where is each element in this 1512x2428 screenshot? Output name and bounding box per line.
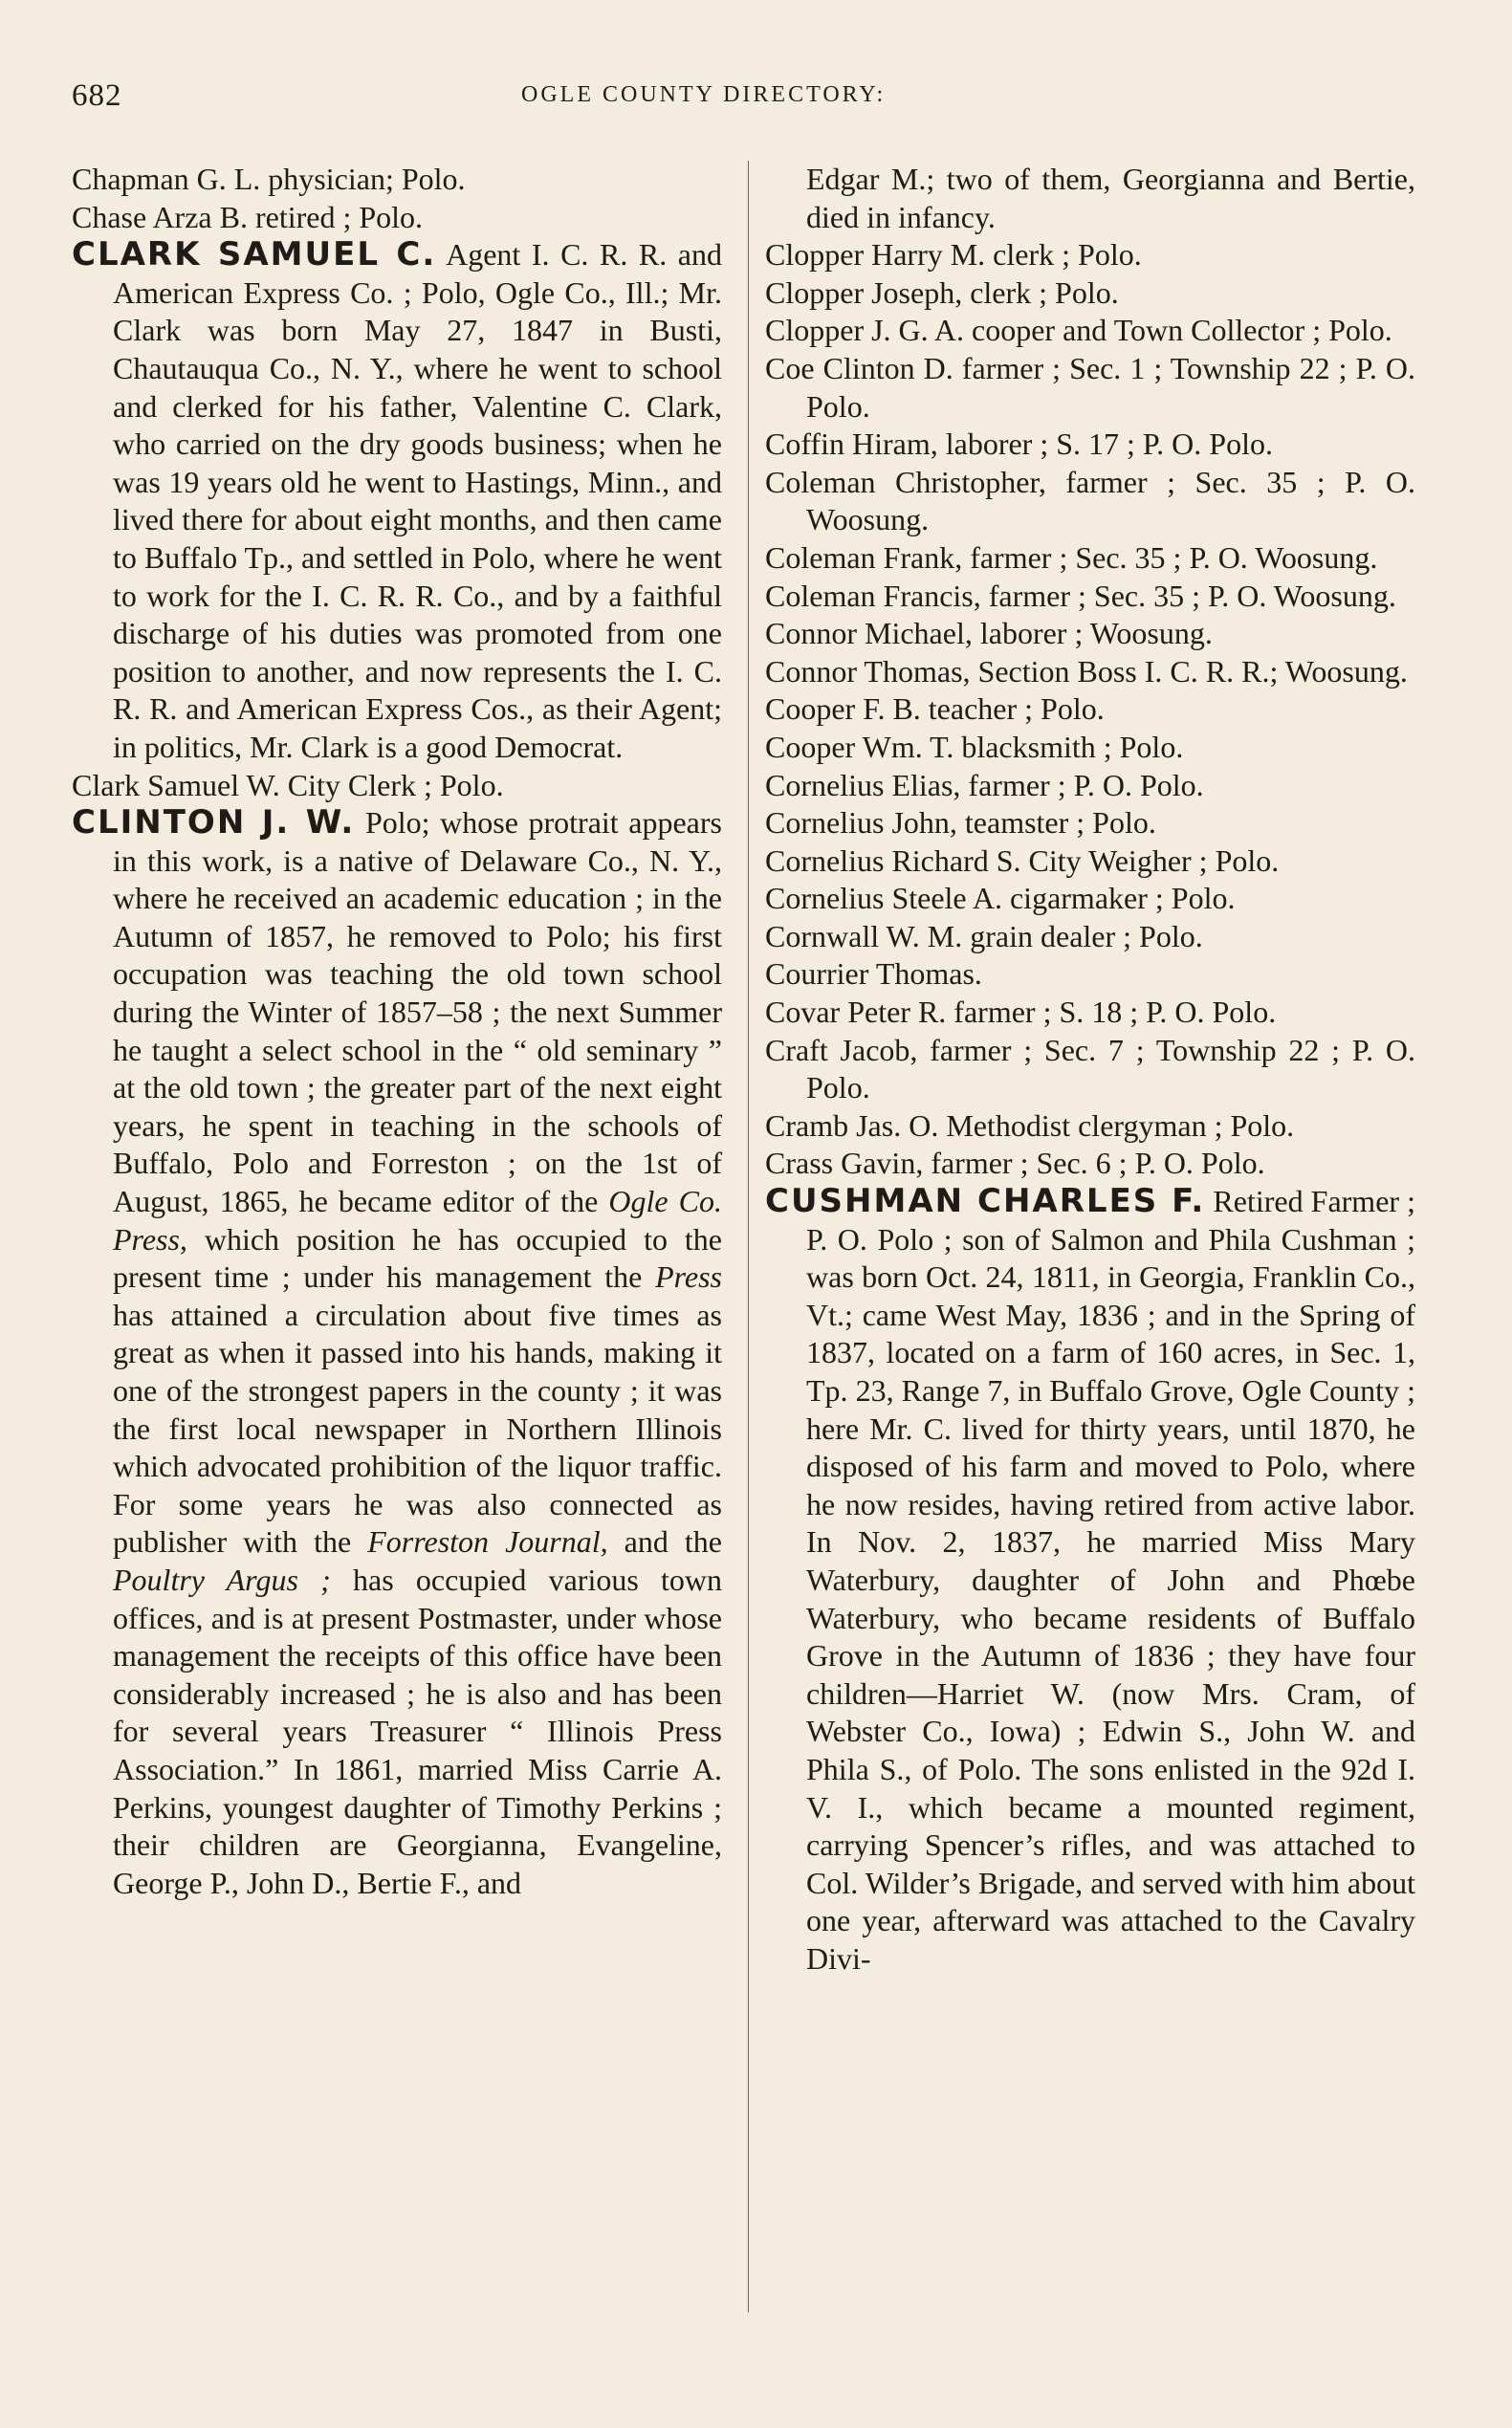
biography-text: which position he has occupied to the present time ; under his management the [113, 1221, 722, 1295]
directory-entry: Clopper Joseph, clerk ; Polo. [765, 274, 1119, 310]
directory-entry: Cooper Wm. T. blacksmith ; Polo. [765, 729, 1184, 764]
column-divider [748, 161, 749, 2312]
directory-entry: Coleman Frank, farmer ; Sec. 35 ; P. O. Woosung. [765, 539, 1378, 575]
directory-entry: Cornelius John, teamster ; Polo. [765, 805, 1156, 841]
page-number: 682 [72, 78, 122, 113]
biography-text: Agent I. C. R. R. and American Express Co. ; Polo, Ogle Co., Ill.; Mr. Clark was born May 27, 1847 in Busti, Chautauqua Co., N. Y., where he went to school and clerked for his father, Valentine C. Clark, who carried on the dry goods business; when he was 19 years old he went to Hastings, Minn., and lived there for about eight months, and then came to Buffalo Tp., and settled in Polo, where he went to work for the I. C. R. R. Co., and by a faithful discharge of his duties was promoted from one position to another, and now represents the I. C. R. R. and American Express Cos., as their Agent; in politics, Mr. Clark is a good Democrat. [113, 237, 723, 764]
directory-entry: Coleman Christopher, farmer ; Sec. 35 ; P. O. Woosung. [765, 464, 1415, 537]
directory-entry: Cramb Jas. O. Methodist clergyman ; Polo. [765, 1107, 1295, 1143]
directory-entry: Clopper J. G. A. cooper and Town Collector ; Polo. [765, 313, 1392, 348]
publication-title: Ogle Co. Press, [113, 1184, 723, 1257]
directory-entry: Cornelius Steele A. cigarmaker ; Polo. [765, 881, 1236, 916]
directory-entry: Cornwall W. M. grain dealer ; Polo. [765, 918, 1203, 953]
running-head: OGLE COUNTY DIRECTORY: [521, 82, 887, 107]
directory-entry: Coleman Francis, farmer ; Sec. 35 ; P. O. Woosung. [765, 578, 1396, 613]
directory-entry: Covar Peter R. farmer ; S. 18 ; P. O. Polo. [765, 995, 1277, 1030]
directory-entry: Chase Arza B. retired ; Polo. [72, 199, 424, 234]
biography-text: Polo; whose protrait appears in this work, is a native of Delaware Co., N. Y., where he received an academic education ; in the Autumn of 1857, he removed to Polo; his first occupation was teaching the old town school during the Winter of 1857–58 ; the next Summer he taught a select school in the “ old seminary ” at the old town ; the greater part of the next eight years, he spent in teaching in the schools of Buffalo, Polo and Forreston ; on the 1st of August, 1865, he became editor of the [113, 805, 722, 1219]
publication-title: Press [655, 1259, 722, 1295]
entry-name-heading: CLARK SAMUEL C. [72, 235, 437, 274]
right-column [765, 161, 1415, 1979]
entry-name-heading: CUSHMAN CHARLES F. [765, 1182, 1206, 1221]
entry-name-heading: CLINTON J. W. [72, 803, 356, 842]
publication-title: Forreston Journal, [367, 1524, 608, 1560]
page-header [72, 78, 1411, 126]
left-column [72, 161, 722, 1902]
biography-entry [72, 804, 722, 1902]
biography-text: and the [607, 1524, 723, 1560]
directory-entry: Cooper F. B. teacher ; Polo. [765, 691, 1105, 727]
directory-entry: Cornelius Elias, farmer ; P. O. Polo. [765, 767, 1204, 802]
biography-continuation: Edgar M.; two of them, Georgianna and Bertie, died in infancy. [806, 162, 1415, 234]
directory-entry: Coffin Hiram, laborer ; S. 17 ; P. O. Polo. [765, 427, 1273, 462]
directory-entry: Craft Jacob, farmer ; Sec. 7 ; Township 22 ; P. O. Polo. [765, 1032, 1415, 1105]
biography-text: has occupied various town offices, and is at present Postmaster, under whose management the receipts of this office have been considerably increased ; he is also and has been for several years Treasurer “ Illinois Press Association.” In 1861, married Miss Carrie A. Perkins, youngest daughter of Timothy Perkins ; their children are Georgianna, Evangeline, George P., John D., Bertie F., and [113, 1562, 722, 1900]
biography-entry [765, 1183, 1415, 1978]
biography-text: Retired Farmer ; P. O. Polo ; son of Salmon and Phila Cushman ; was born Oct. 24, 1811, in Georgia, Franklin Co., Vt.; came West May, 1836 ; and in the Spring of 1837, located on a farm of 160 acres, in Sec. 1, Tp. 23, Range 7, in Buffalo Grove, Ogle County ; here Mr. C. lived for thirty years, until 1870, he disposed of his farm and moved to Polo, where he now resides, having retired from active labor. In Nov. 2, 1837, he married Miss Mary Waterbury, daughter of John and Phœbe Waterbury, who became residents of Buffalo Grove in the Autumn of 1836 ; they have four children—Harriet W. (now Mrs. Cram, of Webster Co., Iowa) ; Edwin S., John W. and Phila S., of Polo. The sons enlisted in the 92d I. V. I., which became a mounted regiment, carrying Spencer’s rifles, and was attached to Col. Wilder’s Brigade, and served with him about one year, afterward was attached to the Cavalry Divi- [806, 1184, 1415, 1976]
directory-entry: Courrier Thomas. [765, 956, 982, 992]
biography-text: has attained a circulation about five times as great as when it passed into his hands, making it one of the strongest papers in the county ; it was the first local newspaper in Northern Illinois which advocated prohibition of the liquor traffic. For some years he was also connected as publisher with the [113, 1297, 722, 1560]
directory-entry: Crass Gavin, farmer ; Sec. 6 ; P. O. Polo. [765, 1146, 1265, 1181]
directory-entry: Clark Samuel W. City Clerk ; Polo. [72, 767, 504, 802]
directory-entry: Chapman G. L. physician; Polo. [72, 162, 466, 196]
directory-entry: Clopper Harry M. clerk ; Polo. [765, 237, 1142, 273]
directory-entry: Coe Clinton D. farmer ; Sec. 1 ; Township 22 ; P. O. Polo. [765, 350, 1415, 424]
directory-entry: Cornelius Richard S. City Weigher ; Polo. [765, 842, 1280, 878]
biography-entry [72, 236, 722, 766]
directory-entry: Connor Thomas, Section Boss I. C. R. R.; Woosung. [765, 653, 1408, 689]
publication-title: Poultry Argus ; [113, 1562, 331, 1597]
directory-entry: Connor Michael, laborer ; Woosung. [765, 616, 1213, 651]
